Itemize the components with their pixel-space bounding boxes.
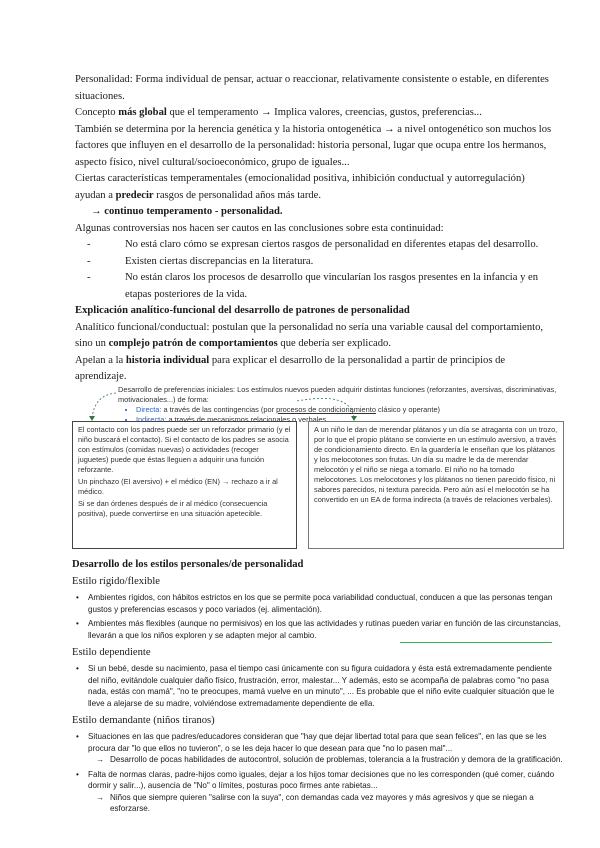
demandante-list xyxy=(72,731,564,815)
list-item: • Situaciones en las que padres/educadores consideran que "hay que dejar libertad total para que sean felices", en las que se les procura dar "lo que ellos no tuvieron", o se les deja hacer lo que desean para que "no lo pasen mal"... → Desarrollo de pocas habilidades de autocontrol, solución de problemas, tolerancia a la frustración y demora de la gratificación. xyxy=(86,731,564,766)
direct-example-box: El contacto con los padres puede ser un reforzador primario (y el niño buscará el contacto). Si el contacto de los padres se asocia con estímulos (comidas nuevas) o actividades (recoger juguetes) puede que éstas lleguen a adquirir una función reforzante. Un pinchazo (EI aversivo) + el médico (EN) → rechazo a ir al médico. Si se dan órdenes después de ir al médico (consecuencia positiva), puede convertirse en una situación apetecible. xyxy=(72,421,297,549)
dependiente-list xyxy=(72,663,564,709)
genetic-history: También se determina por la herencia genética y la historia ontogenética → a nivel ontogenético son muchos los factores que influyen en el desarrollo de la personalidad: historia personal, lugar que ocupa entre los hermanos, aspecto físico, nivel cultural/socioeconómico, grupo de iguales... xyxy=(75,123,552,168)
section-heading-estilos: Desarrollo de los estilos personales/de personalidad xyxy=(72,559,304,570)
divider-line xyxy=(400,642,552,643)
rigido-list xyxy=(72,592,564,641)
subheading-rigido: Estilo rígido/flexible xyxy=(72,576,160,587)
arrow-direct-curve xyxy=(92,393,116,419)
subheading-demandante: Estilo demandante (niños tiranos) xyxy=(72,715,215,726)
list-item: • Falta de normas claras, padre-hijos como iguales, dejar a los hijos tomar decisiones que no les corresponden (qué comer, cuándo dormir y salir...), ausencia de "No" o límites, posturas poco firmes ante rabietas... → Niños que siempre quieren "salirse con la suya", con demandas cada vez mayores y más agresivos y que se niegan a esforzarse. xyxy=(86,769,564,815)
global-concept: Concepto más global que el temperamento → Implica valores, creencias, gustos, preferencias... xyxy=(75,107,482,118)
historia-paragraph: Apelan a la historia individual para explicar el desarrollo de la personalidad a partir de principios de aprendizaje. xyxy=(75,354,506,382)
analitico-paragraph: Analítico funcional/conductual: postulan que la personalidad no sería una variable causal del comportamiento, sino un complejo patrón de comportamientos que debería ser explicado. xyxy=(75,321,544,349)
controversies-intro: Algunas controversias nos hacen ser cautos en las conclusiones sobre esta continuidad: xyxy=(75,222,444,234)
list-item: • Ambientes más flexibles (aunque no permisivos) en los que las actividades y rutinas pueden variar en función de las circunstancias, llevarán a que los niños exploren y se adapten mejor al cambio. xyxy=(86,618,564,641)
subheading-dependiente: Estilo dependiente xyxy=(72,647,151,658)
arrow-right-icon: → xyxy=(96,792,105,802)
controversies-list xyxy=(75,237,555,303)
conditioning-diagram xyxy=(72,385,564,553)
temperament-predict: Ciertas características temperamentales (emocionalidad positiva, inhibición conductual y autorregulación) ayudan a predecir rasgos de personalidad años más tarde. xyxy=(75,173,525,201)
arrow-right-icon: → xyxy=(96,755,105,764)
continuum-note: → continuo temperamento - personalidad. xyxy=(91,206,283,217)
list-item: - Existen ciertas discrepancias en la literatura. xyxy=(113,254,555,271)
list-item: • Si un bebé, desde su nacimiento, pasa el tiempo casi únicamente con su figura cuidadora y ésta está extremadamente pendiente del niño, evitándole cualquier daño físico, frustración, error, malestar... Y además, esto se acompaña de palabras como "no pasa nada, estás con mamá", "no te preocupes, mamá vuelve en un minuto", ... Es probable que el niño evite cualquier situación que le lleve a alejarse de su madre, volviéndose extremadamente dependiente de ella. xyxy=(86,663,564,709)
intro-section xyxy=(75,72,555,386)
indirect-example-box: A un niño le dan de merendar plátanos y un día se atraganta con un trozo, por lo que el propio plátano se convierte en un estímulo aversivo, a través de condicionamiento directo. En la guardería le enseñan que los plátanos y los melocotones son frutas. Un día su madre le da de merendar melocotón y el niño se niega a tomarlo. El niño no ha tomado melocotones. Los melocotones y los plátanos no tienen parecido físico, ni sabores parecidos, ni textura parecida. Pero aún así el melocotón se ha convertido en un EA de forma indirecta (a través de relaciones verbales). xyxy=(308,421,564,549)
personalidad-definition: Personalidad: Forma individual de pensar, actuar o reaccionar, relativamente consistente o estable, en diferentes situaciones. xyxy=(75,74,549,102)
direct-item: ▪ Directa: a través de las contingencias (por procesos de condicionamiento clásico y operante) xyxy=(136,405,558,415)
consequence-line: → Desarrollo de pocas habilidades de autocontrol, solución de problemas, tolerancia a la frustración y demora de la gratificación. xyxy=(96,755,563,764)
list-item: - No está claro cómo se expresan ciertos rasgos de personalidad en diferentes etapas del desarrollo. xyxy=(113,237,555,254)
list-item: • Ambientes rígidos, con hábitos estrictos en los que se permite poca variabilidad conductual, conducen a que las personas tengan gustos y preferencias escasos y poco variados (ej. alimentación). xyxy=(86,592,564,615)
section-heading-analitico: Explicación analítico-funcional del desarrollo de patrones de personalidad xyxy=(75,305,410,316)
styles-section xyxy=(72,557,564,818)
consequence-line: → Niños que siempre quieren "salirse con la suya", con demandas cada vez mayores y más agresivos y que se niegan a esforzarse. xyxy=(96,792,534,813)
list-item: - No están claros los procesos de desarrollo que vincularían los rasgos presentes en la infancia y en etapas posteriores de la vida. xyxy=(113,270,555,303)
diagram-intro: Desarrollo de preferencias iniciales: Los estímulos nuevos pueden adquirir distintas funciones (reforzantes, aversivas, discriminativas, motivacionales...) de forma: ▪ Directa: a través de las contingencias (por procesos de condicionamiento clásico y operante) ▪ Indirecta: a través de mecanismos relacionales o verbales. xyxy=(118,385,558,425)
indirect-item: ▪ Indirecta: a través de mecanismos relacionales o verbales. xyxy=(136,415,558,425)
